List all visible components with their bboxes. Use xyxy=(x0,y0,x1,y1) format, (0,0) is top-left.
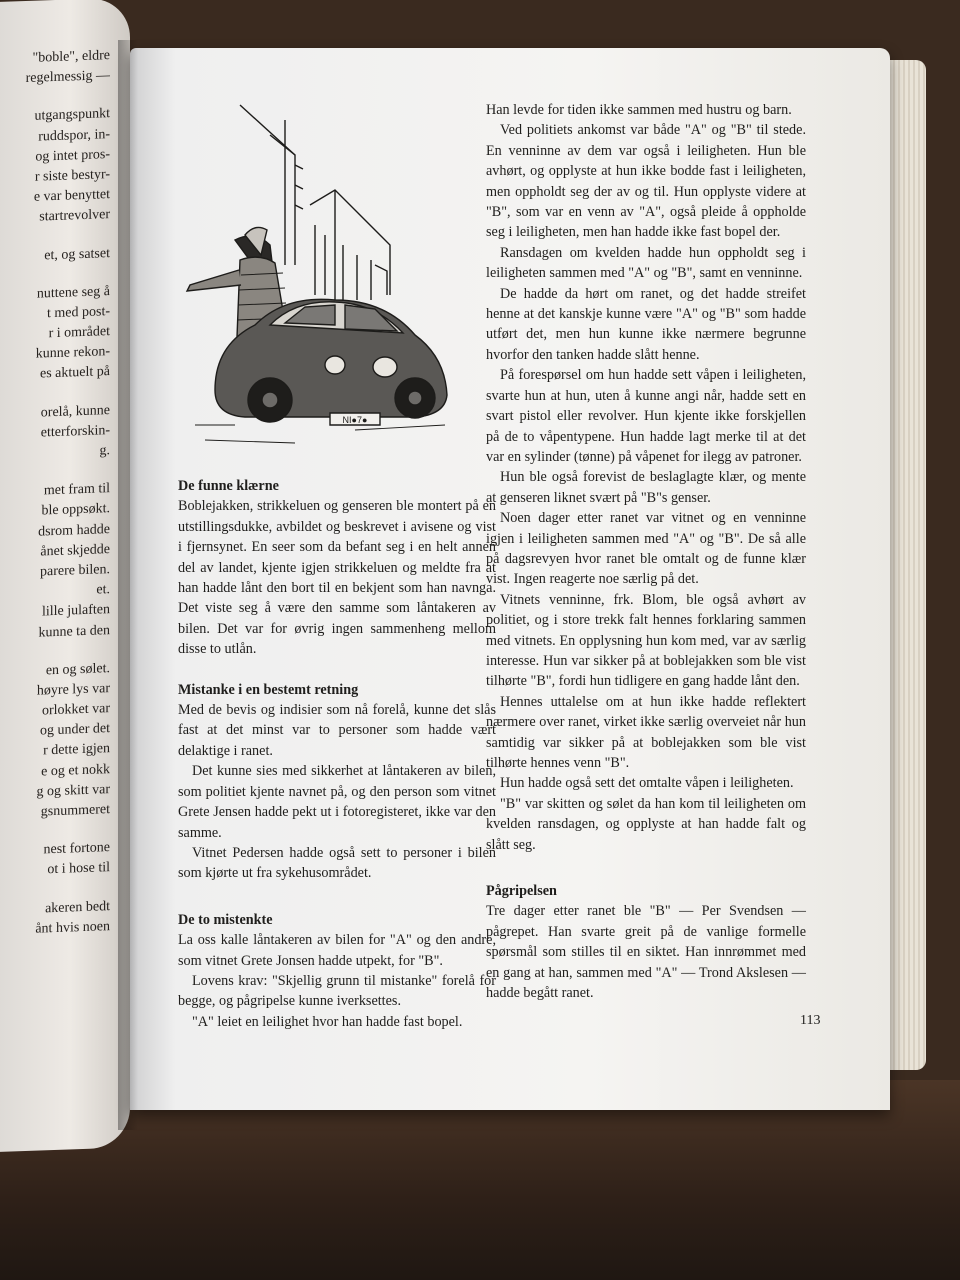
paragraph: Tre dager etter ranet ble "B" — Per Svendsen — pågrepet. Han svarte greit på de vanlige formelle spørsmål som stilles til en siktet. Han innrømmet med en gang at han, sammen med "A" — Trond Akslesen — hadde begått ranet. xyxy=(486,903,806,1002)
left-page-line: r i området xyxy=(48,324,110,342)
left-page-line: ruddspor, in- xyxy=(38,126,110,145)
license-plate-text: NI●7● xyxy=(342,415,368,425)
left-page-line: orelå, kunne xyxy=(40,402,110,421)
paragraph: Vitnets venninne, frk. Blom, ble også avhørt av politiet, og i store trekk falt hennes forklaring sammen med vitnets. En opplysning hun kom med, var av særlig interesse. Hun var sikker på at boblejakken som ble vist tilhørte "B", fordi hun tidligere en gang hadde lånt den. xyxy=(486,591,806,690)
left-page-line: utgangspunkt xyxy=(34,106,110,125)
left-page-line: nuttene seg å xyxy=(36,283,110,302)
left-column xyxy=(178,476,496,1032)
paragraph: De hadde da hørt om ranet, og det hadde streifet henne at det kanskje kunne være "A" og "B" som hadde utført det, men hun kunne ikke nærmere begrunne hvorfor den tanken hadde slått henne. xyxy=(486,285,806,363)
left-page-line: t med post- xyxy=(47,303,110,322)
paragraph: Boblejakken, strikkeluen og genseren ble montert på en utstillingsdukke, avbildet og beskrevet i avisene og vist i fjernsynet. En seer som da befant seg i en helt annen del av landet, kjente igjen strikkeluen og meldte fra at han hadde lånt den bort til en bekjent som han navnga. Det viste seg å være den samme som låntakeren av bilen. Det var for øvrig ingen sammenheng mellom disse to utlån. xyxy=(178,498,496,658)
left-page-line: ot i hose til xyxy=(47,860,110,878)
paragraph: Noen dager etter ranet var vitnet og en venninne igjen i leiligheten sammen med "A" og "B". De så alle på dagsrevyen hvor ranet ble omtalt og de funne klær vist. Ingen reagerte noe særlig på det. xyxy=(486,510,806,588)
left-page-line: kunne ta den xyxy=(38,622,110,641)
left-page-line: startrevolver xyxy=(39,207,110,225)
heading-pagripelsen: Pågripelsen xyxy=(486,883,557,900)
paragraph: La oss kalle låntakeren av bilen for "A" og den andre, som vitnet Grete Jonsen hadde utpekt, for "B". xyxy=(178,932,496,969)
paragraph: "B" var skitten og sølet da han kom til leiligheten om kvelden ransdagen, og opplyste at han hadde falt og slått seg. xyxy=(486,795,806,853)
left-page-line: ånet skjedde xyxy=(40,541,110,560)
left-page-line: e og et nokk xyxy=(41,761,110,780)
left-page-line: ånt hvis noen xyxy=(35,918,110,937)
paragraph: Hun hadde også sett det omtalte våpen i leiligheten. xyxy=(500,775,794,792)
car-illustration xyxy=(175,95,470,455)
left-page-line: høyre lys var xyxy=(36,680,110,699)
paragraph: Vitnet Pedersen hadde også sett to personer i bilen som kjørte ut fra sykehusområdet. xyxy=(178,844,496,882)
left-page-line: ble oppsøkt. xyxy=(41,501,110,519)
left-page-line: r siste bestyr- xyxy=(34,167,110,185)
left-page-line: es aktuelt på xyxy=(40,364,110,382)
paragraph: Det kunne sies med sikkerhet at låntakeren av bilen, som politiet kjente navnet på, og den person som vitnet Grete Jensen hadde pekt ut i fotoregisteret, ikke var den samme. xyxy=(178,763,496,841)
left-page-line: og intet pros- xyxy=(35,146,110,165)
left-page-line: "boble", eldre xyxy=(32,48,110,66)
paragraph: Lovens krav: "Skjellig grunn til mistanke" forelå for begge, og pågripelse kunne iverksettes. xyxy=(178,972,496,1010)
left-page-line: g og skitt var xyxy=(36,781,110,800)
paragraph: Hun ble også forevist de beslaglagte klær, og mente at genseren liknet svært på "B"s genser. xyxy=(486,469,806,506)
left-page-line: akeren bedt xyxy=(45,898,110,916)
paragraph: "A" leiet en leilighet hvor han hadde fast bopel. xyxy=(192,1013,463,1030)
left-page-line: nest fortone xyxy=(43,840,110,858)
heading-de-funne-klaerne: De funne klærne xyxy=(178,478,279,494)
heading-mistanke: Mistanke i en bestemt retning xyxy=(178,681,359,698)
left-page-line: et, og satset xyxy=(44,245,110,263)
paragraph: Med de bevis og indisier som nå forelå, kunne det slås fast at det minst var to personer som hadde vært delaktige i ranet. xyxy=(178,702,496,759)
left-page-line: lille julaften xyxy=(41,602,110,620)
paragraph: Ransdagen om kvelden hadde hun oppholdt seg i leiligheten sammen med "A" og "B", samt en venninne. xyxy=(486,244,806,282)
left-page-line: et. xyxy=(96,582,110,598)
left-page-line: gsnummeret xyxy=(40,802,110,820)
page-number: 113 xyxy=(800,1013,821,1028)
left-page-line: dsrom hadde xyxy=(38,521,110,540)
right-column xyxy=(486,100,806,1003)
paragraph: Hennes uttalelse om at hun ikke hadde reflektert nærmere over ranet, virket ikke særlig overveiet når hun samtidig var sikker på at boblejakken som ble vist tilhørte hennes venn "B". xyxy=(486,693,806,771)
left-page-line: en og sølet. xyxy=(45,660,110,679)
left-page-line: og under det xyxy=(40,721,110,739)
left-page-line: met fram til xyxy=(43,481,110,499)
left-page-text xyxy=(0,46,110,941)
left-page-line: r dette igjen xyxy=(43,741,110,759)
table-background xyxy=(0,1080,960,1280)
left-page-line: g. xyxy=(99,443,110,459)
left-page-line: parere bilen. xyxy=(40,562,110,580)
paragraph: Han levde for tiden ikke sammen med hustru og barn. xyxy=(486,102,792,118)
left-page-line: regelmessig — xyxy=(25,68,110,87)
left-page xyxy=(0,0,130,1153)
left-page-line: kunne rekon- xyxy=(35,344,110,362)
paragraph: På forespørsel om hun hadde sett våpen i leiligheten, svarte hun at hun, uten å kunne angi når, hadde sett en svart pistol eller revolver. Hun kjente ikke forskjellen på de to våpentypene. Hun hadde lagt merke til at det var en sylinder (tønne) på våpenet for ilegg av patroner. xyxy=(486,367,806,465)
paragraph: Ved politiets ankomst var både "A" og "B" til stede. En venninne av dem var også i leiligheten. Hun ble avhørt, og opplyste at hun ikke bodde fast i leiligheten, men oppholdt seg der av og til. Hun opplyste videre at "B", som var en venn av "A", også pleide å oppholde seg i leiligheten, men han hadde ikke fast bopel der. xyxy=(486,122,806,241)
left-page-line: etterforskin- xyxy=(40,422,110,441)
left-page-line: orlokket var xyxy=(41,701,110,719)
heading-de-to-mistenkte: De to mistenkte xyxy=(178,911,273,928)
left-page-line: e var benyttet xyxy=(33,187,110,205)
book-gutter xyxy=(118,40,138,1130)
